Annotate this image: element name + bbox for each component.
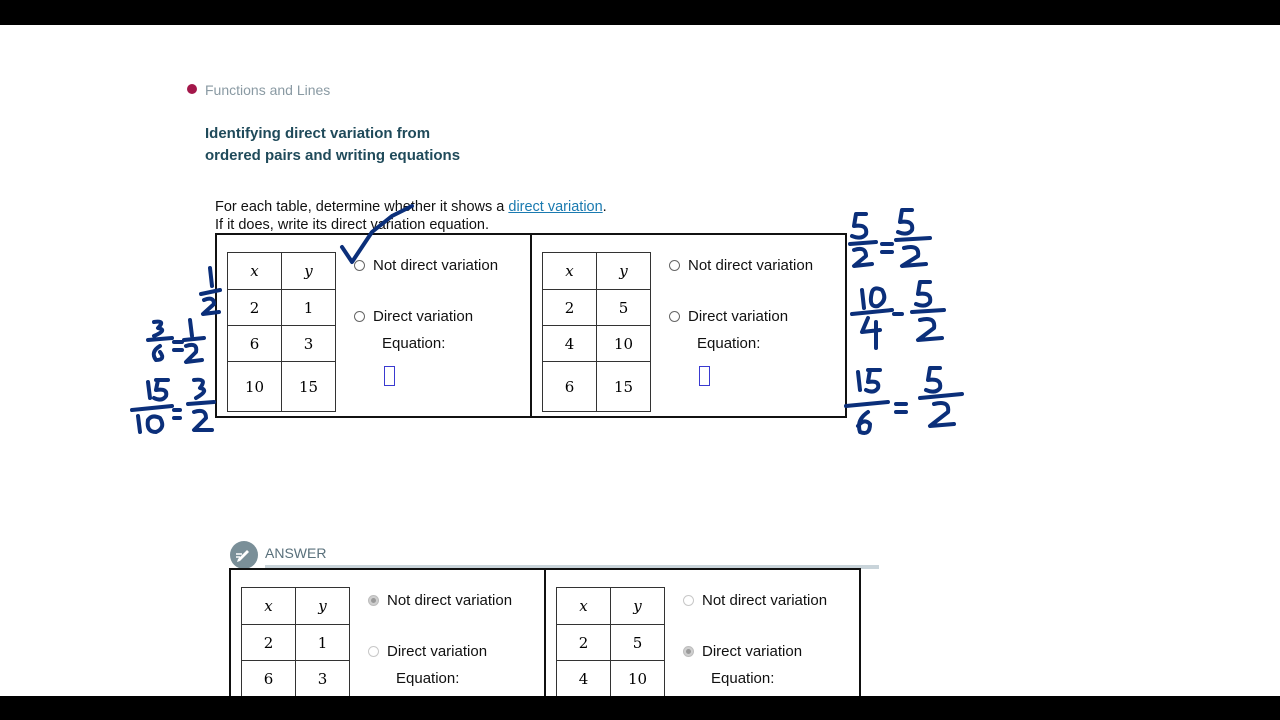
answer-xy-table-2 (556, 587, 665, 696)
option-label: Not direct variation (688, 257, 814, 274)
instructions-text-2: If it does, write its direct variation equation. (215, 217, 490, 233)
table-cell: 15 (282, 362, 336, 412)
table-cell: 6 (242, 661, 296, 697)
option-label: Direct variation (702, 643, 803, 660)
table-cell: 3 (282, 326, 336, 362)
radio-not-direct-1[interactable] (354, 260, 365, 271)
table-cell: 2 (557, 625, 611, 661)
topic-dot-icon (187, 84, 197, 94)
question-box (215, 233, 847, 418)
table-cell: 6 (543, 362, 597, 412)
col-header-y: y (282, 253, 336, 290)
equation-input-1[interactable] (384, 366, 395, 386)
topic-breadcrumb[interactable]: Functions and Lines (205, 82, 331, 98)
direct-variation-link[interactable]: direct variation (508, 199, 603, 215)
lesson-title: Identifying direct variation from ordered pairs and writing equations (205, 125, 461, 164)
table-cell: 10 (597, 326, 651, 362)
option-label: Not direct variation (373, 257, 499, 274)
answer-equation-label-1: Equation: (396, 670, 460, 687)
instructions-text: For each table, determine whether it shows a (215, 199, 509, 215)
equation-label-1: Equation: (382, 335, 446, 352)
table-cell: 10 (611, 661, 665, 697)
answer-pencil-icon (230, 541, 258, 569)
radio-direct-2[interactable] (669, 311, 680, 322)
table-cell: 15 (597, 362, 651, 412)
answer-option-direct-2 (683, 643, 802, 660)
option-label: Not direct variation (702, 592, 828, 609)
col-header-y: y (597, 253, 651, 290)
table-cell: 5 (611, 625, 665, 661)
table-cell: 10 (228, 362, 282, 412)
col-header-x: x (228, 253, 282, 290)
col-header-x: x (242, 588, 296, 625)
radio-not-direct-unselected (683, 595, 694, 606)
instructions (215, 198, 607, 234)
table-cell: 3 (296, 661, 350, 697)
answer-xy-table-1 (241, 587, 350, 696)
table-cell: 4 (557, 661, 611, 697)
radio-direct-unselected (368, 646, 379, 657)
table-cell: 2 (543, 290, 597, 326)
answer-option-not-direct-2 (683, 592, 827, 609)
col-header-y: y (296, 588, 350, 625)
table-cell: 2 (242, 625, 296, 661)
table-cell: 5 (597, 290, 651, 326)
radio-direct-selected (683, 646, 694, 657)
radio-not-direct-selected (368, 595, 379, 606)
option-label: Direct variation (688, 308, 789, 325)
answer-option-direct-1 (368, 643, 487, 660)
answer-option-not-direct-1 (368, 592, 512, 609)
radio-direct-1[interactable] (354, 311, 365, 322)
xy-table-1 (227, 252, 336, 412)
equation-label-2: Equation: (697, 335, 761, 352)
table-cell: 1 (282, 290, 336, 326)
table-cell: 4 (543, 326, 597, 362)
table-cell: 6 (228, 326, 282, 362)
question-part-2 (530, 235, 845, 416)
equation-input-2[interactable] (699, 366, 710, 386)
worksheet-page (0, 25, 1280, 696)
option-label: Direct variation (387, 643, 488, 660)
answer-part-2 (544, 570, 859, 696)
option-not-direct-1[interactable] (354, 257, 498, 274)
table-cell: 2 (228, 290, 282, 326)
option-not-direct-2[interactable] (669, 257, 813, 274)
option-label: Direct variation (373, 308, 474, 325)
letterbox-bottom (0, 696, 1280, 720)
instructions-period: . (602, 199, 607, 215)
option-label: Not direct variation (387, 592, 513, 609)
option-direct-2[interactable] (669, 308, 788, 325)
question-part-1 (217, 235, 530, 416)
col-header-x: x (557, 588, 611, 625)
radio-not-direct-2[interactable] (669, 260, 680, 271)
answer-part-1 (231, 570, 544, 696)
option-direct-1[interactable] (354, 308, 473, 325)
col-header-y: y (611, 588, 665, 625)
col-header-x: x (543, 253, 597, 290)
answer-box (229, 568, 861, 696)
xy-table-2 (542, 252, 651, 412)
answer-heading: ANSWER (265, 545, 327, 561)
answer-equation-label-2: Equation: (711, 670, 775, 687)
table-cell: 1 (296, 625, 350, 661)
